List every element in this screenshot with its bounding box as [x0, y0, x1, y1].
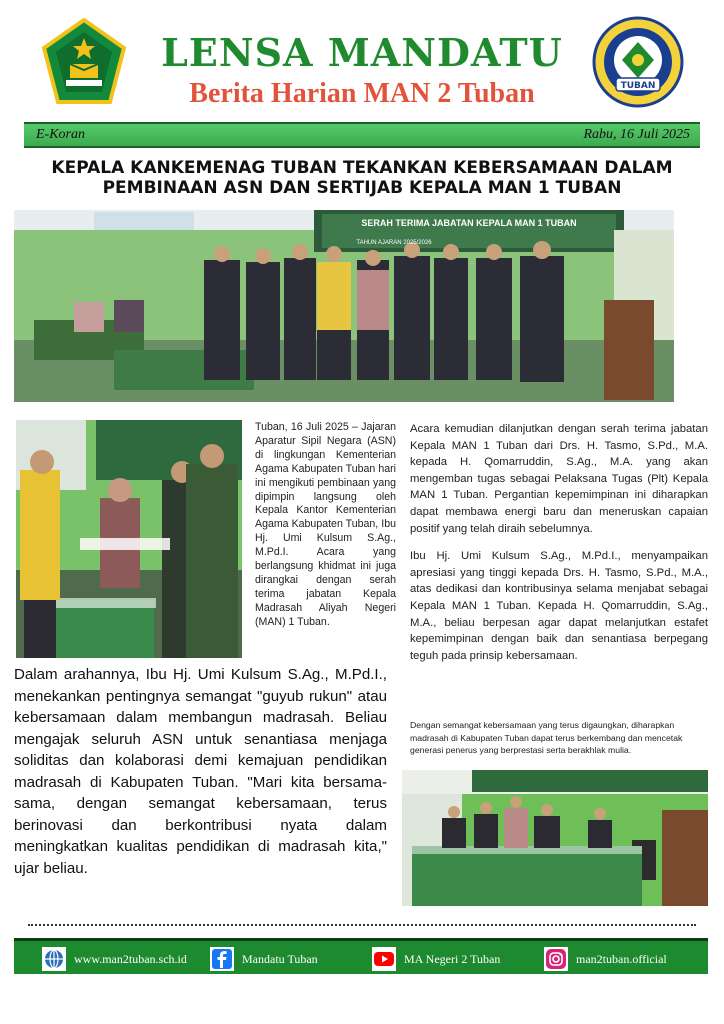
banner-year: TAHUN AJARAN 2025/2026: [356, 240, 432, 246]
banner-text: SERAH TERIMA JABATAN KEPALA MAN 1 TUBAN: [361, 218, 577, 228]
article-paragraph-2: Ibu Hj. Umi Kulsum S.Ag., M.Pd.I., menyampaikan apresiasi yang tinggi kepada Drs. H. Tasmo, S.Pd., M.A., atas dedikasi dan kontribusinya selama menjabat sebagai Kepala MAN 1 Tuban. Kepada H. Qomarruddin, S.Ag., M.A., beliau berpesan agar dapat melanjutkan estafet kepemimpinan dengan baik dan senantiasa berpegang teguh pada prinsip kebersamaan.: [410, 550, 708, 662]
instagram-icon: [544, 947, 568, 971]
edition-label: E-Koran: [36, 127, 85, 142]
article-closing: Dengan semangat kebersamaan yang terus digaungkan, diharapkan madrasah di Kabupaten Tuban dapat terus berkembang dan mencetak generasi penerus yang berprestasi serta berakhlak mulia.: [410, 720, 683, 756]
footer-facebook-text: Mandatu Tuban: [242, 951, 318, 966]
facebook-icon: [210, 947, 234, 971]
footer-instagram-text: man2tuban.official: [576, 951, 667, 966]
masthead-subtitle: Berita Harian MAN 2 Tuban: [189, 78, 535, 109]
article-right-column: [410, 421, 708, 675]
youtube-icon: [372, 947, 396, 971]
article-lead: Dalam arahannya, Ibu Hj. Umi Kulsum S.Ag., M.Pd.I., menekankan pentingnya semangat "guyub rukun" atau kebersamaan dalam membangun madrasah. Beliau mengajak seluruh ASN untuk senantiasa menjaga soliditas dan kolaborasi demi kemajuan pendidikan madrasah di Kabupaten Tuban. "Mari kita bersama-sama, dengan semangat kebersamaan, terus berinovasi dan berkontribusi nyata dalam meningkatkan kualitas pendidikan di madrasah kita," ujar beliau.: [14, 666, 387, 877]
article-headline: KEPALA KANKEMENAG TUBAN TEKANKAN KEBERSAMAAN DALAM PEMBINAAN ASN DAN SERTIJAB KEPALA MAN 1 TUBAN: [51, 158, 673, 198]
article-paragraph-1: Acara kemudian dilanjutkan dengan serah terima jabatan Kepala MAN 1 Tuban dari Drs. H. Tasmo, S.Pd., M.A. kepada H. Qomarruddin, S.Ag., M.A. yang akan mengemban tugas sebagai Pelaksana Tugas (Plt) Kepala MAN 1 Tuban. Pergantian kepemimpinan ini diharapkan dapat membawa energi baru dan meneruskan capaian positif yang telah diraih sebelumnya.: [410, 423, 708, 535]
meeting-photo: [402, 770, 708, 906]
handover-photo: [16, 420, 242, 658]
footer-facebook[interactable]: [210, 947, 318, 971]
logo-label: TUBAN: [620, 81, 656, 91]
man2-tuban-logo: [592, 16, 684, 108]
footer-instagram[interactable]: [544, 947, 667, 971]
kemenag-logo: [40, 18, 128, 106]
footer-bar: [14, 938, 708, 974]
masthead-title: LENSA MANDATU: [161, 30, 563, 75]
main-photo: [14, 210, 674, 402]
globe-icon: [42, 947, 66, 971]
footer-website-text: www.man2tuban.sch.id: [74, 951, 187, 966]
footer-divider: [28, 924, 696, 926]
footer-website[interactable]: [42, 947, 187, 971]
article-intro: Tuban, 16 Juli 2025 – Jajaran Aparatur Sipil Negara (ASN) di lingkungan Kementerian Agama Kabupaten Tuban hari ini mengikuti pembinaan yang dipimpin langsung oleh Kepala Kantor Kementerian Agama Kabupaten Tuban, Ibu Hj. Umi Kulsum S.Ag., M.Pd.I. Acara yang berlangsung khidmat ini juga dirangkai dengan serah terima jabatan Kepala Madrasah Aliyah Negeri (MAN) 1 Tuban.: [255, 421, 396, 628]
edition-date: Rabu, 16 Juli 2025: [583, 127, 690, 142]
footer-youtube-text: MA Negeri 2 Tuban: [404, 951, 501, 966]
edition-bar: [24, 122, 700, 148]
footer-youtube[interactable]: [372, 947, 500, 971]
